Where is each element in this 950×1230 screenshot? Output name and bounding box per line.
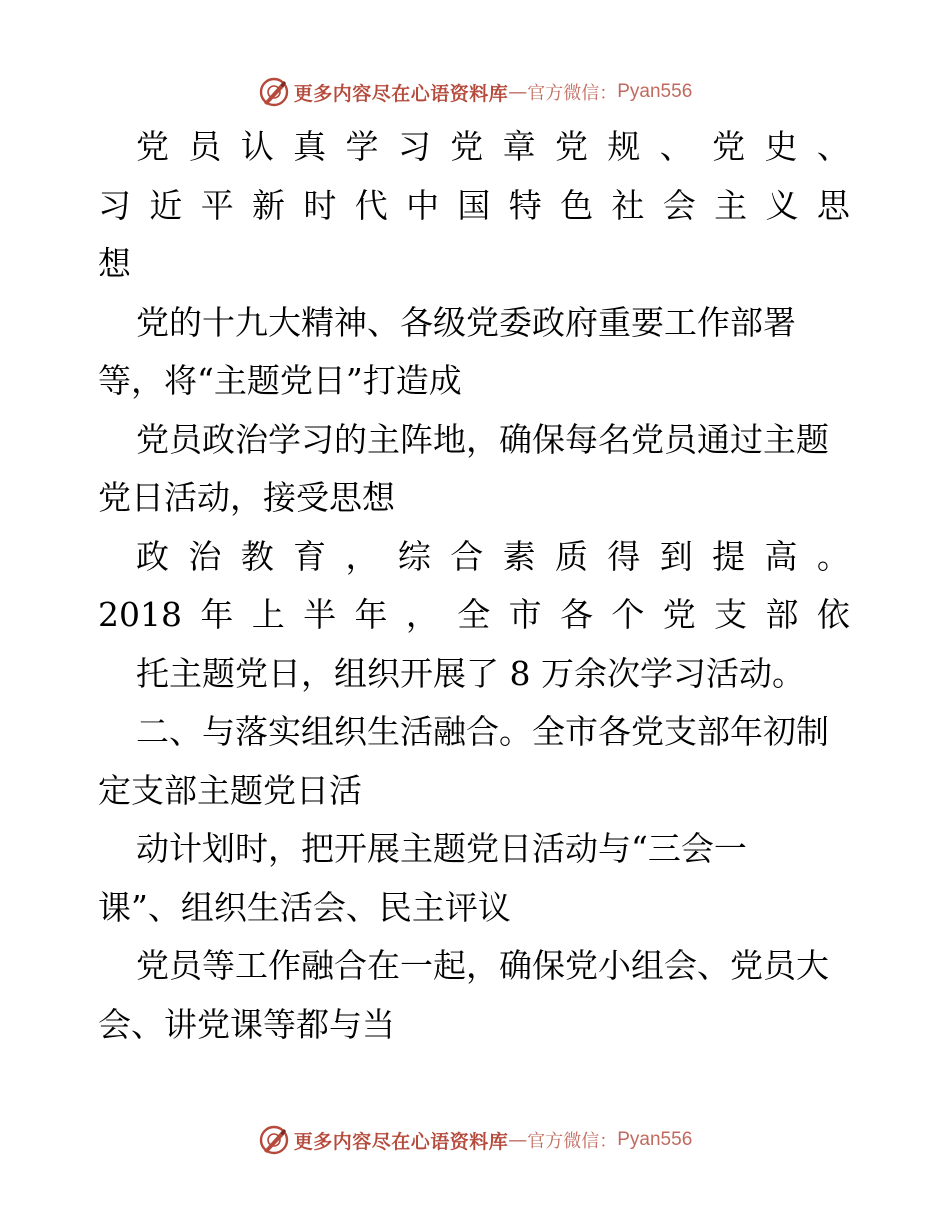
pen-logo-icon	[258, 1124, 290, 1156]
body-text-line: 习 近 平 新 时 代 中 国 特 色 社 会 主 义 思	[98, 185, 850, 225]
watermark-separator: —	[508, 81, 528, 103]
body-text-line: 党 员 认 真 学 习 党 章 党 规 、 党 史 、	[136, 127, 850, 166]
document-body	[98, 118, 850, 1054]
body-text-line: 课”、组织生活会、民主评议	[98, 887, 511, 927]
pen-logo-icon	[258, 76, 290, 108]
watermark-wechat-label: 官方微信：	[527, 1131, 618, 1152]
body-text-line: 党日活动，接受思想	[98, 478, 395, 517]
watermark-text: 更多内容尽在心语资料库	[293, 82, 509, 105]
watermark-separator: —	[508, 1129, 528, 1151]
body-text-line: 等，将“主题党日”打造成	[98, 361, 462, 400]
body-text-line: 会、讲党课等都与当	[98, 1004, 395, 1044]
watermark-header	[0, 72, 950, 112]
body-text-line: 党员等工作融合在一起，确保党小组会、党员大	[136, 946, 829, 985]
body-text-line: 动计划时，把开展主题党日活动与“三会一	[136, 829, 747, 868]
watermark-wechat-id: Pyan556	[617, 1129, 693, 1150]
body-text-line: 政 治 教 育 ， 综 合 素 质 得 到 提 高 。	[136, 536, 850, 576]
body-text-line: 定支部主题党日活	[98, 770, 362, 810]
body-text-line: 党的十九大精神、各级党委政府重要工作部署	[136, 302, 796, 342]
body-text-line: 党员政治学习的主阵地，确保每名党员通过主题	[136, 419, 829, 459]
watermark-text: 更多内容尽在心语资料库	[293, 1130, 509, 1153]
body-text-line: 想	[98, 244, 131, 283]
watermark-wechat-label: 官方微信：	[527, 83, 618, 104]
body-text-line: 托主题党日，组织开展了 8 万余次学习活动。	[136, 653, 805, 693]
body-text-line: 2018 年 上 半 年 ， 全 市 各 个 党 支 部 依	[98, 595, 850, 634]
watermark-wechat-id: Pyan556	[617, 81, 693, 102]
watermark-footer	[0, 1120, 950, 1160]
body-text-line: 二、与落实组织生活融合。全市各党支部年初制	[136, 712, 829, 751]
